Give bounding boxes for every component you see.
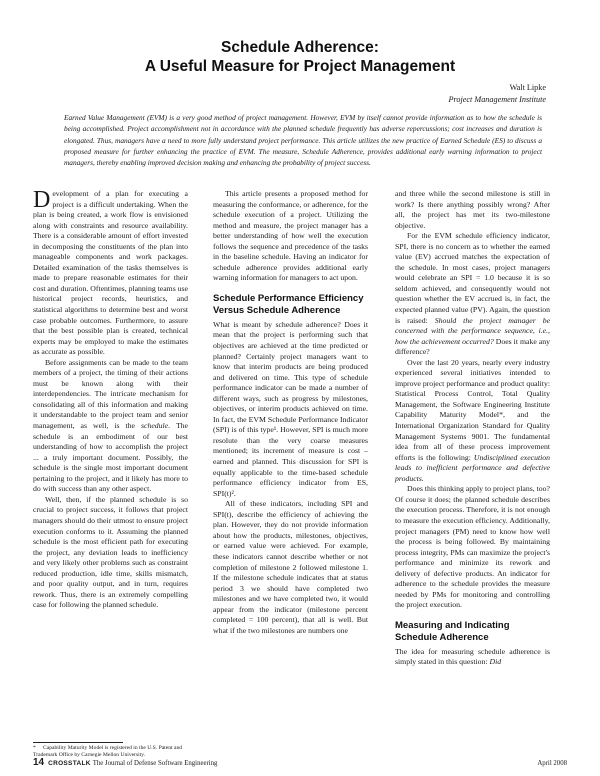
- paragraph: Does this thinking apply to project plans, too? Of course it does; the planned schedule describes the execution process. Therefore, it is not enough to measure the execution efficiency. Additionally, project managers (PM) need to know how well the process is being followed. By maintaining process integrity, PMs can maximize the project's performance and minimize its rework and delivery of defective products. An indicator for adherence to the schedule provides the measure needed by PMs for monitoring and controlling the project execution.: [395, 484, 550, 610]
- paragraph: All of these indicators, including SPI and SPI(t), describe the efficiency of achieving the plan. However, they do not provide information about how the products, milestones, objectives, or earned value were achieved. For example, these indicators cannot describe whether or not completion of milestone 2 followed milestone 1. If the milestone schedule indicates that at status period 3 we should have completed two milestones and we have completed two, it would appear from the indicator (milestone percent completed = 100 percent), that all is well. But what if the two milestones are numbers one: [213, 499, 368, 635]
- author-affiliation: Project Management Institute: [448, 95, 546, 104]
- column-1: [33, 189, 188, 611]
- issue-date: April 2008: [537, 760, 567, 767]
- column-2: [213, 189, 368, 636]
- column-3: [395, 189, 550, 668]
- footnote: * Capability Maturity Model is registered in the U.S. Patent and Trademark Office by Carnegie Mellon University.: [33, 745, 183, 759]
- journal-name: The Journal of Defense Software Engineering: [92, 760, 218, 767]
- paragraph: Over the last 20 years, nearly every industry experienced several initiatives intended to improve project performance and product quality: Statistical Process Control, Total Quality Management, the Software Engineering Institute Capability Maturity Model*, and the International Organization Standard for Quality Management Systems 9001. The fundamental idea from all of these process improvement efforts is the following: Undisciplined execution leads to inefficient performance and defective products.: [395, 357, 551, 483]
- article-title-line-1: Schedule Adherence:: [221, 39, 379, 56]
- article-title-line-2: A Useful Measure for Project Management: [144, 58, 456, 75]
- author-name: Walt Lipke: [509, 83, 546, 92]
- footnote-rule: [33, 742, 123, 743]
- paragraph: For the EVM schedule efficiency indicator, SPI, there is no concern as to whether the earned value (EV) accrued matches the expectation of the schedule. In most cases, project managers would celebrate an SPI = 1.0 because it is so seldom achieved, and consequently would not question whether the EV accrued is, in fact, the expected planned value (PV). Again, the question is raised: Should the project manager be concerned with the performance sequence, i.e., how the achievement occurred? Does it make any difference?: [395, 231, 551, 357]
- section-heading: Measuring and Indicating Schedule Adherence: [395, 619, 510, 644]
- intro-paragraph: Development of a plan for executing a project is a difficult undertaking. When the plan is being created, a work flow is envisioned along with constraints and resource availability. There is a considerable amount of effort invested in decomposing the constituents of the plan into manageable components and work packages. Detailed examination of the tasks themselves is made to prepare reasonable estimates for their cost and duration. Oftentimes, planning teams use historical project records, heuristics, and statistical algorithms to determine best and worst case probable outcomes. Furthermore, to assure that the best possible plan is created, technical experts may be employed to make the estimates as accurate as possible.: [33, 187, 188, 357]
- section-heading: Schedule Performance Efficiency Versus Schedule Adherence: [213, 292, 364, 317]
- abstract: Earned Value Management (EVM) is a very good method of project management. However, EVM by itself cannot provide information as to how the schedule is being accomplished. Project accomplishment not in accordance with the planned schedule frequently has adverse repercussions; cost increases and duration is elongated. Thus, managers have a need to more fully understand project performance. This article utilizes the new practice of Earned Schedule (ES) to discuss a proposed measure for further enhancing the practice of EVM. The measure, Schedule Adherence, provides additional early warning information to project managers, thereby enabling improved decision making and enhancing the probability of project success.: [64, 113, 542, 167]
- drop-cap: D: [33, 187, 51, 213]
- paragraph: Well, then, if the planned schedule is so crucial to project success, it follows that project managers should do their utmost to ensure project execution conforms to it. Assuming the planned schedule is the most efficient path for executing the project, any deviation leads to inefficiency and very likely other problems such as constraint reduced production, idle time, skills mismatch, and poor quality output, and in turn, requires rework. Thus, there is an extremely compelling case for following the planned schedule.: [33, 494, 188, 610]
- page-number: 14: [33, 757, 45, 768]
- page-footer: [33, 758, 217, 769]
- paragraph: The idea for measuring schedule adherence is simply stated in this question: Did: [395, 646, 550, 667]
- paragraph: Before assignments can be made to the team members of a project, the timing of their actions must be known along with their interdependencies. The intricate mechanism for consolidating all of this information and making it understandable to the project team and senior management, as well, is the schedule. The schedule is an embodiment of our best understanding of how to accomplish the project ... a truly important document. Possibly, the schedule is the single most important document pertaining to the project, and it likely has more to do with success than any other aspect.: [33, 357, 188, 494]
- paragraph: What is meant by schedule adherence? Does it mean that the project is performing such that objectives are achieved at the time predicted or planned? Certainly project managers want to know that interim products are being produced and delivered on time. This type of schedule performance indicator can be made a number of different ways, such as progress by milestones, objectives, or interim products achieved on time. In fact, the EVM Schedule Performance Indicator (SPI) is of this type¹. However, SPI is much more resolute than the very coarse measures mentioned; its increment of measure is cost – earned and planned. This discussion for SPI is equally applicable to the time-based schedule performance efficiency indicator from ES, SPI(t)².: [213, 319, 368, 498]
- magazine-name: CROSSTALK: [48, 760, 91, 767]
- paragraph: This article presents a proposed method for measuring the conformance, or adherence, for the schedule execution of a project. Utilizing the method and measure, the project manager has a better understanding of how well the execution follows the sequence and precedence of the tasks in the baseline schedule. Having an indicator for schedule adherence provides additional early warning information for managers to act upon.: [213, 189, 368, 283]
- paragraph: and three while the second milestone is still in work? Is there anything possibly wrong? After all, the project has met its two-milestone objective.: [395, 189, 550, 230]
